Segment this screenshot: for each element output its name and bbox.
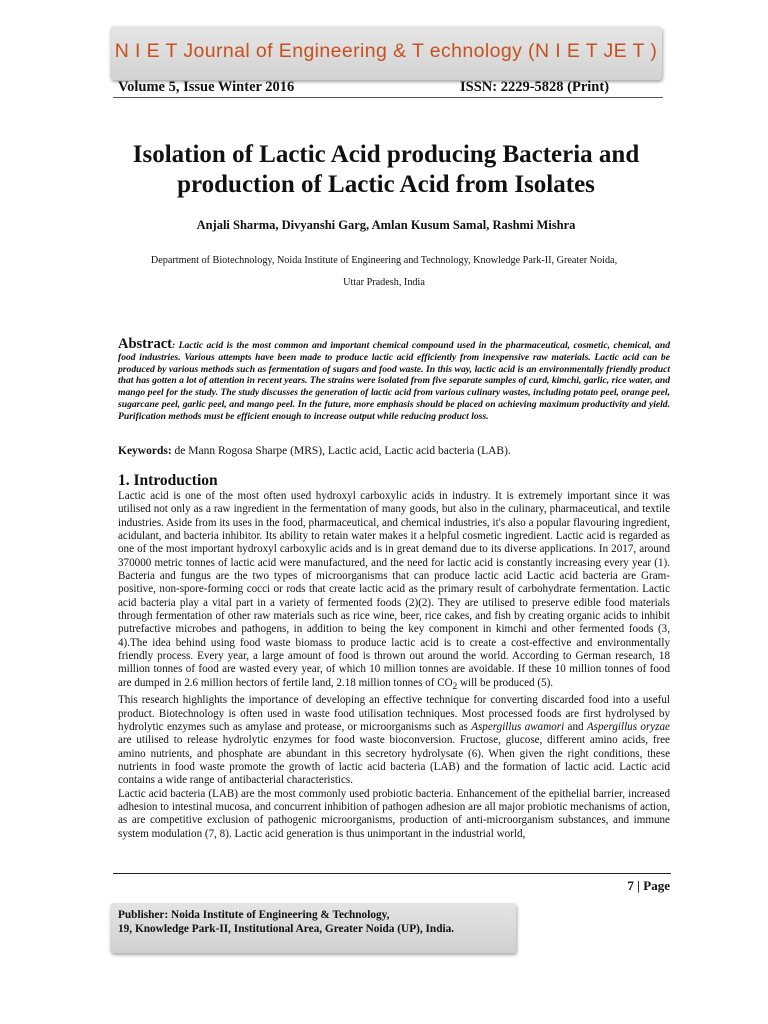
intro-p2-text-a: This research highlights the importance of developing an effective technique for converting discarded food into a useful product. Biotechnology is often used in waste food utilisation techniques. Most processed foods are first hydrolysed by hydrolytic enzymes such as amylase and protease, or microorganisms such as bbox=[118, 694, 670, 734]
intro-p2-text-c: are utilised to release hydrolytic enzymes for food waste bioconversion. Fructose, glucose, different amino acids, free amino nutrients, and phosphate are abundant in this secretory hydrolysate (6). When given the right conditions, these nutrients in food waste promote the growth of lactic acid bacteria (LAB) and the formation of lactic acid. Lactic acid contains a wide range of antibacterial characteristics. bbox=[118, 734, 670, 787]
keywords-label: Keywords: bbox=[118, 445, 172, 457]
keywords bbox=[118, 445, 670, 457]
authors: Anjali Sharma, Divyanshi Garg, Amlan Kusum Samal, Rashmi Mishra bbox=[196, 218, 576, 232]
abstract-heading: Abstract bbox=[118, 336, 172, 352]
footer-divider bbox=[113, 873, 671, 874]
intro-paragraph-1 bbox=[118, 490, 670, 694]
issn: ISSN: 2229-5828 (Print) bbox=[460, 79, 610, 95]
section-heading-introduction: 1. Introduction bbox=[118, 472, 218, 489]
paper-title: Isolation of Lactic Acid producing Bacteria and production of Lactic Acid from Isolates bbox=[132, 141, 640, 198]
intro-paragraph-2 bbox=[118, 694, 670, 787]
page-number: 7 | Page bbox=[627, 878, 670, 893]
intro-p2-text-b: and bbox=[564, 721, 587, 734]
journal-name: N I E T Journal of Engineering & T echnology (N I E T JE T ) bbox=[114, 40, 658, 62]
header-divider bbox=[113, 97, 663, 98]
volume-issue: Volume 5, Issue Winter 2016 bbox=[118, 79, 295, 95]
publisher-line-2: 19, Knowledge Park-II, Institutional Area, Greater Noida (UP), India. bbox=[118, 923, 455, 935]
publisher-info bbox=[118, 908, 513, 936]
intro-p1-text: Lactic acid is one of the most often used hydroxyl carboxylic acids in industry. It is extremely important since it was utilised not only as a raw ingredient in the fermentation of many goods, but also in the culinary, pharmaceutical, and textile industries. Aside from its uses in the food, pharmaceutical, and chemical industries, it's also a popular flavouring ingredient, acidulant, and bacteria inhibitor. Its ability to retain water makes it a helpful cosmetic ingredient. Lactic acid is regarded as one of the most important hydroxyl carboxylic acids and is in great demand due to its diverse applications. In 2017, around 370000 metric tonnes of lactic acid were manufactured, and the need for lactic acid is constantly increasing every year (1). Bacteria and fungus are the two types of microorganisms that can produce lactic acid Lactic acid bacteria are Gram-positive, non-spore-forming cocci or rods that create lactic acid as the primary result of carbohydrate fermentation. Lactic acid bacteria play a vital part in a variety of fermented foods (2)(2). They are utilised to preserve edible food materials through fermentation of other raw materials such as rice wine, beer, rice cakes, and fish by creating organic acids to inhibit putrefactive microbes and pathogens, in addition to being the key component in kimchi and other fermented foods (3, 4).The idea behind using food waste biomass to produce lactic acid is to create a cost-effective and environmentally friendly process. Every year, a large amount of food is thrown out around the world. According to German research, 18 million tonnes of food are wasted every year, of which 10 million tonnes are avoidable. If these 10 million tonnes of food are dumped in 2.6 million hectors of fertile land, 2.18 million tonnes of CO bbox=[118, 490, 670, 689]
co2-subscript: 2 bbox=[452, 682, 458, 693]
affiliation bbox=[118, 250, 650, 294]
species-name-oryzae: Aspergillus oryzae bbox=[586, 721, 670, 734]
abstract bbox=[118, 336, 670, 423]
intro-paragraph-3: Lactic acid bacteria (LAB) are the most commonly used probiotic bacteria. Enhancement of the epithelial barrier, increased adhesion to intestinal mucosa, and concurrent inhibition of pathogen adhesion are all major probiotic mechanisms of action, as are competitive exclusion of pathogenic microorganisms, production of anti-microorganism substances, and immune system modulation (7, 8). Lactic acid generation is thus unimportant in the industrial world, bbox=[118, 787, 670, 840]
affiliation-line-1: Department of Biotechnology, Noida Institute of Engineering and Technology, Knowledge Park-II, Greater Noida, bbox=[150, 255, 618, 266]
abstract-text: : Lactic acid is the most common and important chemical compound used in the pharmaceutical, cosmetic, chemical, and food industries. Various attempts have been made to produce lactic acid efficiently from inexpensive raw materials. Lactic acid can be produced by various methods such as fermentation of sugars and food waste. In this way, lactic acid is an environmentally friendly product that has gotten a lot of attention in recent years. The strains were isolated from five separate samples of curd, kimchi, garlic, rice water, and mango peel for the study. The study discusses the generation of lactic acid from various culinary wastes, including potato peel, orange peel, sugarcane peel, garlic peel, and mango peel. In the future, more emphasis should be placed on achieving maximum productivity and yield. Purification methods must be efficient enough to increase output while reducing product loss. bbox=[118, 340, 670, 422]
introduction-body bbox=[118, 490, 670, 841]
affiliation-line-2: Uttar Pradesh, India bbox=[343, 277, 425, 288]
publisher-line-1: Publisher: Noida Institute of Engineering & Technology, bbox=[118, 909, 390, 921]
species-name-awamori: Aspergillus awamori bbox=[471, 721, 565, 734]
keywords-text: de Mann Rogosa Sharpe (MRS), Lactic acid, Lactic acid bacteria (LAB). bbox=[171, 445, 511, 457]
intro-p1-end: will be produced (5). bbox=[457, 676, 554, 689]
